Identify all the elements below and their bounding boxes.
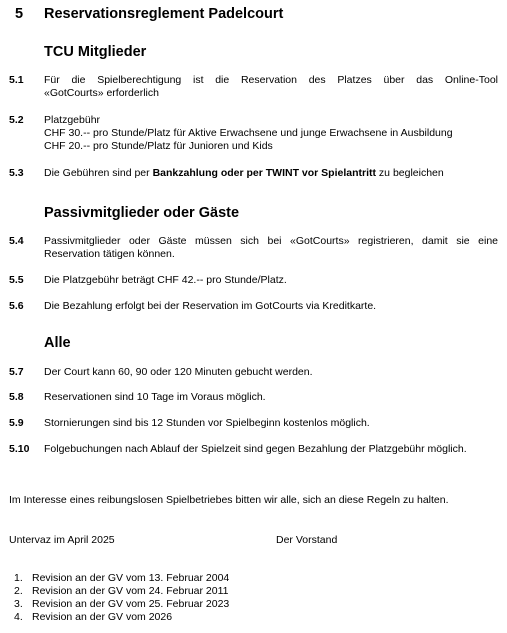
item-text: Reservationen sind 10 Tage im Voraus möglich. [44, 391, 266, 403]
item-text-line: «GotCourts» erforderlich [44, 87, 159, 99]
revision-number: 1. [14, 572, 23, 584]
item-number: 5.2 [9, 114, 24, 126]
item-text: Der Court kann 60, 90 oder 120 Minuten gebucht werden. [44, 366, 313, 378]
item-text-part: Die Gebühren sind per [44, 167, 153, 179]
item-text-line: CHF 20.-- pro Stunde/Platz für Junioren und Kids [44, 140, 273, 152]
item-number: 5.3 [9, 167, 24, 179]
item-text-line: Platzgebühr [44, 114, 101, 126]
item-number: 5.4 [9, 235, 24, 247]
place-date: Untervaz im April 2025 [9, 534, 115, 546]
item-number: 5.6 [9, 300, 24, 312]
section-title: Reservationsreglement Padelcourt [44, 6, 284, 22]
revision-text: Revision an der GV vom 25. Februar 2023 [32, 598, 230, 610]
revision-number: 4. [14, 611, 23, 623]
signatory: Der Vorstand [276, 534, 338, 546]
item-text: Stornierungen sind bis 12 Stunden vor Spielbeginn kostenlos möglich. [44, 417, 370, 429]
item-number: 5.8 [9, 391, 24, 403]
item-number: 5.9 [9, 417, 24, 429]
group-heading-members: TCU Mitglieder [44, 44, 147, 60]
item-number: 5.10 [9, 443, 30, 455]
item-text-bold: Bankzahlung oder per TWINT vor Spielantritt [152, 167, 377, 179]
item-text-line: Passivmitglieder oder Gäste müssen sich bei «GotCourts» registrieren, damit sie eine [44, 235, 498, 247]
revision-text: Revision an der GV vom 13. Februar 2004 [32, 572, 230, 584]
group-heading-guests: Passivmitglieder oder Gäste [44, 205, 240, 221]
item-text-line: Reservation tätigen können. [44, 248, 175, 260]
revision-number: 3. [14, 598, 23, 610]
item-text [44, 74, 498, 100]
item-number: 5.1 [9, 74, 24, 86]
item-text-line: CHF 30.-- pro Stunde/Platz für Aktive Erwachsene und junge Erwachsene in Ausbildung [44, 127, 453, 139]
closing-text: Im Interesse eines reibungslosen Spielbetriebes bitten wir alle, sich an diese Regeln zu halten. [9, 494, 449, 506]
item-text [44, 235, 498, 261]
item-text: Die Platzgebühr beträgt CHF 42.-- pro Stunde/Platz. [44, 274, 287, 286]
item-number: 5.7 [9, 366, 24, 378]
item-text-part: zu begleichen [376, 167, 444, 179]
section-number: 5 [15, 6, 24, 22]
item-text: Folgebuchungen nach Ablauf der Spielzeit sind gegen Bezahlung der Platzgebühr möglich. [44, 443, 467, 455]
group-heading-all: Alle [44, 335, 71, 351]
item-text [44, 167, 444, 180]
item-number: 5.5 [9, 274, 24, 286]
item-text [44, 114, 453, 153]
item-text-line: Für die Spielberechtigung ist die Reservation des Platzes über das Online-Tool [44, 74, 498, 86]
revision-number: 2. [14, 585, 23, 597]
revision-text: Revision an der GV vom 2026 [32, 611, 173, 623]
revision-text: Revision an der GV vom 24. Februar 2011 [32, 585, 229, 597]
item-text: Die Bezahlung erfolgt bei der Reservation im GotCourts via Kreditkarte. [44, 300, 377, 312]
